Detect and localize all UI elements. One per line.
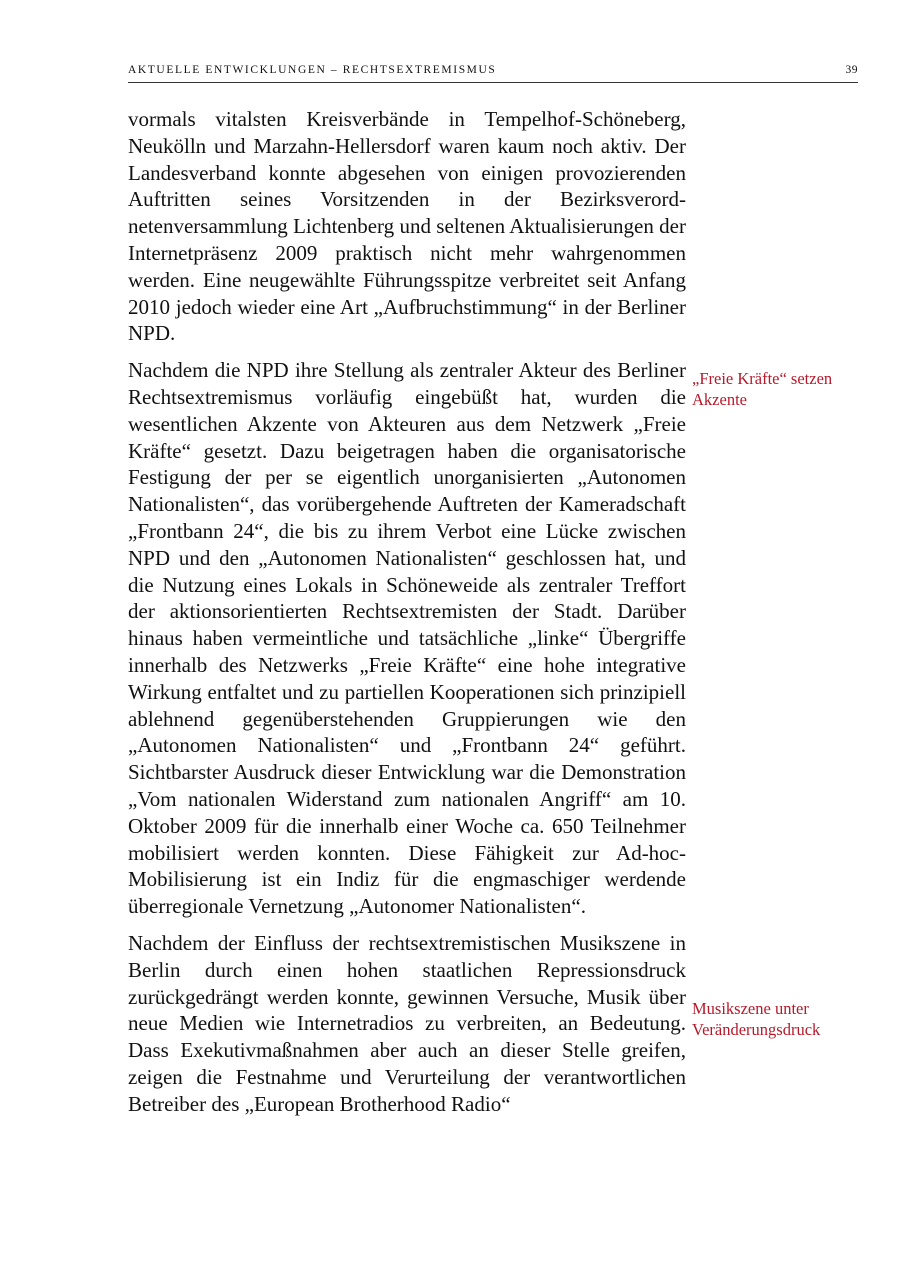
page-header	[128, 62, 858, 83]
page-number: 39	[845, 64, 858, 76]
margin-note-musikszene: Musikszene unter Veränderungsdruck	[692, 999, 821, 1039]
paragraph-musikszene: Nachdem der Einfluss der rechtsextremistischen Musikszene in Berlin durch einen hohen staatlichen Repressionsdruck zurückgedrängt werden konnte, gewinnen Versuche, Musik über neue Medien wie Internetradios zu verbreiten, an Bedeutung. Dass Exekutivmaßnahmen aber auch an dieser Stelle greifen, zeigen die Festnahme und Verurteilung der verantwortlichen Betreiber des „European Brotherhood Radio“	[128, 930, 686, 1116]
running-title: AKTUELLE ENTWICKLUNGEN – RECHTSEXTREMISMUS	[128, 64, 497, 76]
body-text-column	[128, 106, 686, 1127]
margin-note-freie-kraefte: „Freie Kräfte“ setzen Akzente	[692, 369, 833, 409]
paragraph-npd-landesverband: vormals vitalsten Kreisverbände in Tempelhof-Schöneberg, Neukölln und Marzahn-Hellersdorf waren kaum noch aktiv. Der Landesverband konnte abgesehen von einigen provozierenden Auftritten seines Vorsitzenden in der Bezirksverordnetenversammlung Lichtenberg und seltenen Aktualisierungen der Internetpräsenz 2009 praktisch nicht mehr wahrgenommen werden. Eine neugewählte Führungsspitze verbreitet seit Anfang 2010 jedoch wieder eine Art „Aufbruchstimmung“ in der Berliner NPD.	[128, 107, 686, 346]
paragraph-freie-kraefte: Nachdem die NPD ihre Stellung als zentraler Akteur des Berliner Rechtsextremismus vorläufig eingebüßt hat, wurden die wesentlichen Akzente von Akteuren aus dem Netzwerk „Freie Kräfte“ gesetzt. Dazu beigetragen haben die organisatorische Festigung der per se eigentlich unorganisierten „Autonomen Nationalisten“, das vorübergehende Auftreten der Kameradschaft „Frontbann 24“, die bis zu ihrem Verbot eine Lücke zwischen NPD und den „Autonomen Nationalisten“ geschlossen hat, und die Nutzung eines Lokals in Schöneweide als zentraler Treffort der aktionsorientierten Rechtsextremisten der Stadt. Darüber hinaus haben vermeintliche und tatsächliche „linke“ Übergriffe innerhalb des Netzwerks „Freie Kräfte“ eine hohe integrative Wirkung entfaltet und zu partiellen Kooperationen sich prinzipiell ablehnend gegenüberstehenden Gruppierungen wie den „Autonomen Nationalisten“ und „Frontbann 24“ geführt. Sichtbarster Ausdruck dieser Entwicklung war die Demonstration „Vom nationalen Widerstand zum nationalen Angriff“ am 10. Oktober 2009 für die innerhalb einer Woche ca. 650 Teilnehmer mobilisiert werden konnten. Diese Fähigkeit zur Ad-hoc-Mobilisierung ist ein Indiz für die engmaschiger werdende überregionale Vernetzung „Autonomer Nationalisten“.	[128, 358, 686, 919]
